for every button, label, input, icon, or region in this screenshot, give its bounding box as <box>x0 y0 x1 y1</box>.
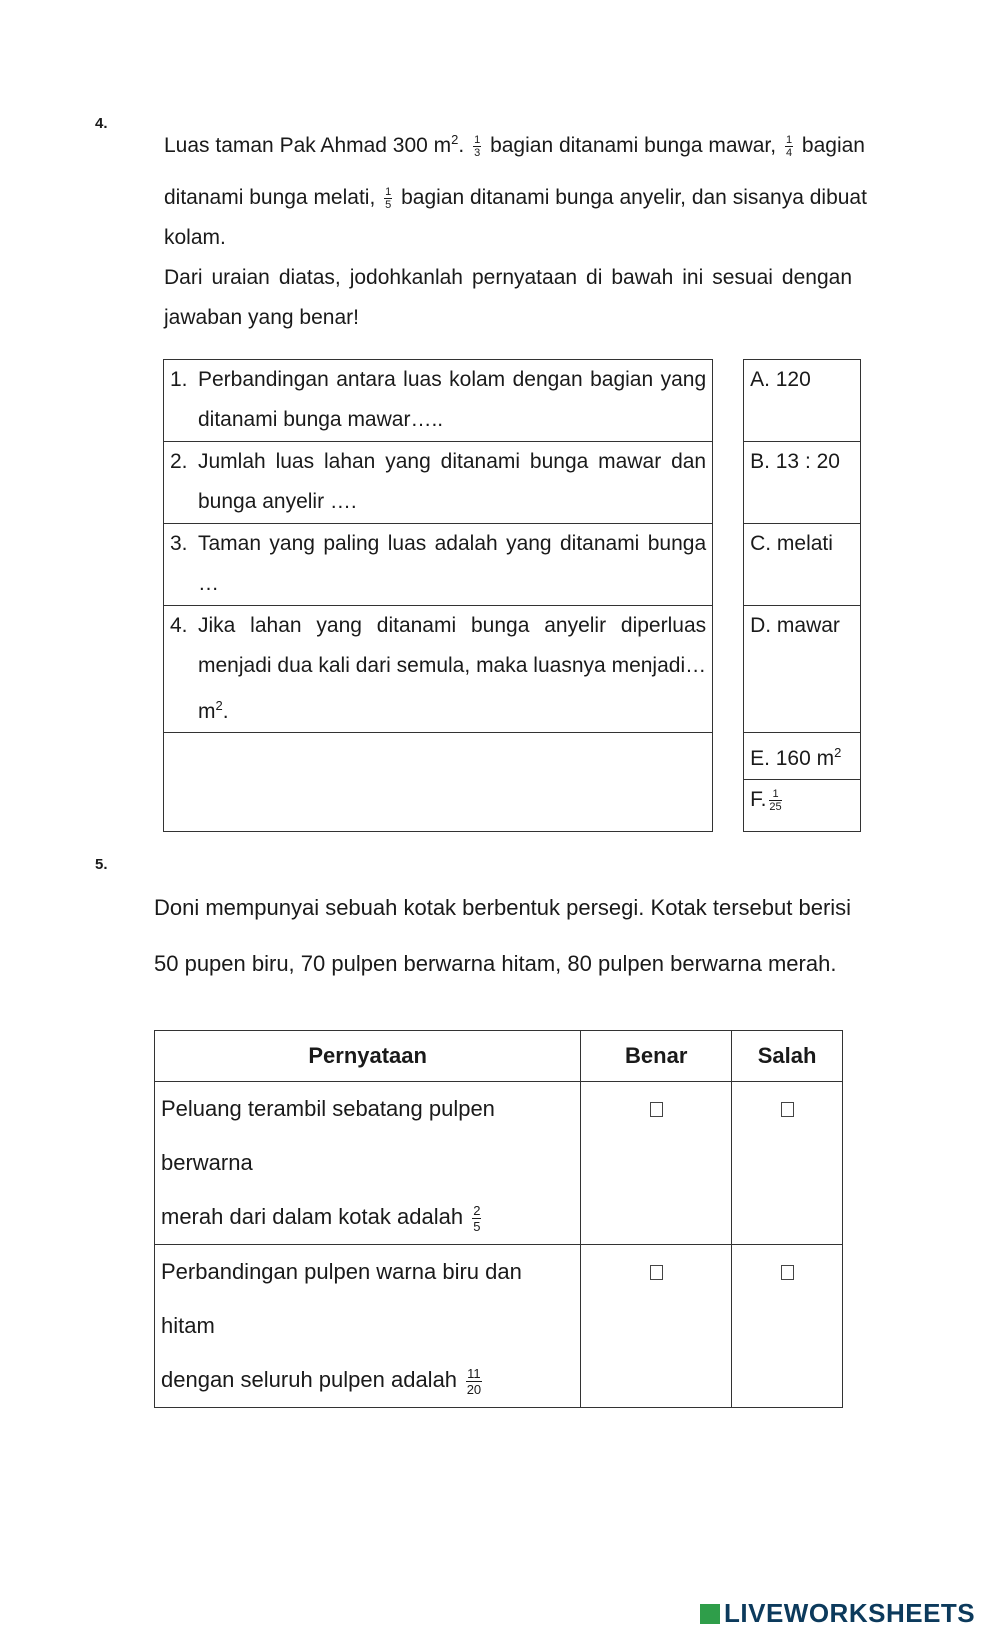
checkbox-icon[interactable] <box>650 1265 663 1280</box>
statement-row: Peluang terambil sebatang pulpen berwarna merah dari dalam kotak adalah $\frac{2}{5}$ <box>155 1082 581 1245</box>
true-checkbox[interactable] <box>581 1082 732 1245</box>
checkbox-icon[interactable] <box>650 1102 663 1117</box>
empty-statement-cell <box>164 733 713 832</box>
fraction-one-fifth: $\frac{1}{5}$ <box>385 185 392 211</box>
header-statement: Pernyataan <box>155 1031 581 1082</box>
statement-item: 4. Jika lahan yang ditanami bunga anyelir diperluas menjadi dua kali dari semula, maka luasnya $menjadi\dots m^2$. <box>164 606 713 733</box>
true-false-table <box>154 1030 843 1408</box>
answer-option-a[interactable]: A. 120 <box>744 360 861 442</box>
false-checkbox[interactable] <box>732 1245 843 1408</box>
fraction-one-third: $\frac{1}{3}$ <box>474 133 481 159</box>
statement-item: 3. Taman yang paling luas adalah yang ditanami bunga … <box>164 524 713 606</box>
true-checkbox[interactable] <box>581 1245 732 1408</box>
logo-icon <box>700 1604 720 1624</box>
fraction-two-fifths: $\frac{2}{5}$ <box>473 1202 481 1234</box>
fraction-one-twentyfifth: $\frac{1}{25}$ <box>769 787 782 813</box>
question-4-instruction: Dari uraian diatas, jodohkanlah pernyataan di bawah ini sesuai dengan jawaban yang benar! <box>164 266 852 329</box>
question-4-text: Luas taman Pak Ahmad 300 $m^2$. $\frac{1}{3}$ bagian ditanami bunga mawar, $\frac{1}{4}$ bagian ditanami bunga melati, $\frac{1}{5}$ bagian ditanami bunga anyelir, dan sisanya dibuat kolam. Dari uraian diatas, jodohkanlah pernyataan di bawah ini sesuai dengan jawaban yang benar! <box>164 120 852 338</box>
fraction-one-quarter: $\frac{1}{4}$ <box>785 133 793 159</box>
answer-option-d[interactable]: D. mawar <box>744 606 861 733</box>
answer-option-b[interactable]: B. 13 : 20 <box>744 442 861 524</box>
checkbox-icon[interactable] <box>781 1265 794 1280</box>
question-5-number: 5. <box>95 856 108 873</box>
answer-option-e[interactable]: E. 160 $m^2$ <box>744 733 861 780</box>
fraction-eleven-twentieths: $\frac{11}{20}$ <box>466 1365 482 1397</box>
question-5-text: Doni mempunyai sebuah kotak berbentuk persegi. Kotak tersebut berisi 50 pupen biru, 70 pulpen berwarna hitam, 80 pulpen berwarna merah. <box>154 895 852 976</box>
statement-item: 1. Perbandingan antara luas kolam dengan bagian yang ditanami bunga mawar….. <box>164 360 713 442</box>
statement-row: Perbandingan pulpen warna biru dan hitam dengan seluruh pulpen adalah $\frac{11}{20}$ <box>155 1245 581 1408</box>
header-false: Salah <box>732 1031 843 1082</box>
match-drop-column[interactable] <box>713 360 744 832</box>
header-true: Benar <box>581 1031 732 1082</box>
answer-option-f[interactable]: F. $\frac{1}{25}$ <box>744 780 861 832</box>
checkbox-icon[interactable] <box>781 1102 794 1117</box>
statement-item: 2. Jumlah luas lahan yang ditanami bunga mawar dan bunga anyelir …. <box>164 442 713 524</box>
question-4-number: 4. <box>95 115 108 132</box>
liveworksheets-logo: LIVEWORKSHEETS <box>700 1598 975 1629</box>
matching-table <box>163 359 861 832</box>
false-checkbox[interactable] <box>732 1082 843 1245</box>
answer-option-c[interactable]: C. melati <box>744 524 861 606</box>
